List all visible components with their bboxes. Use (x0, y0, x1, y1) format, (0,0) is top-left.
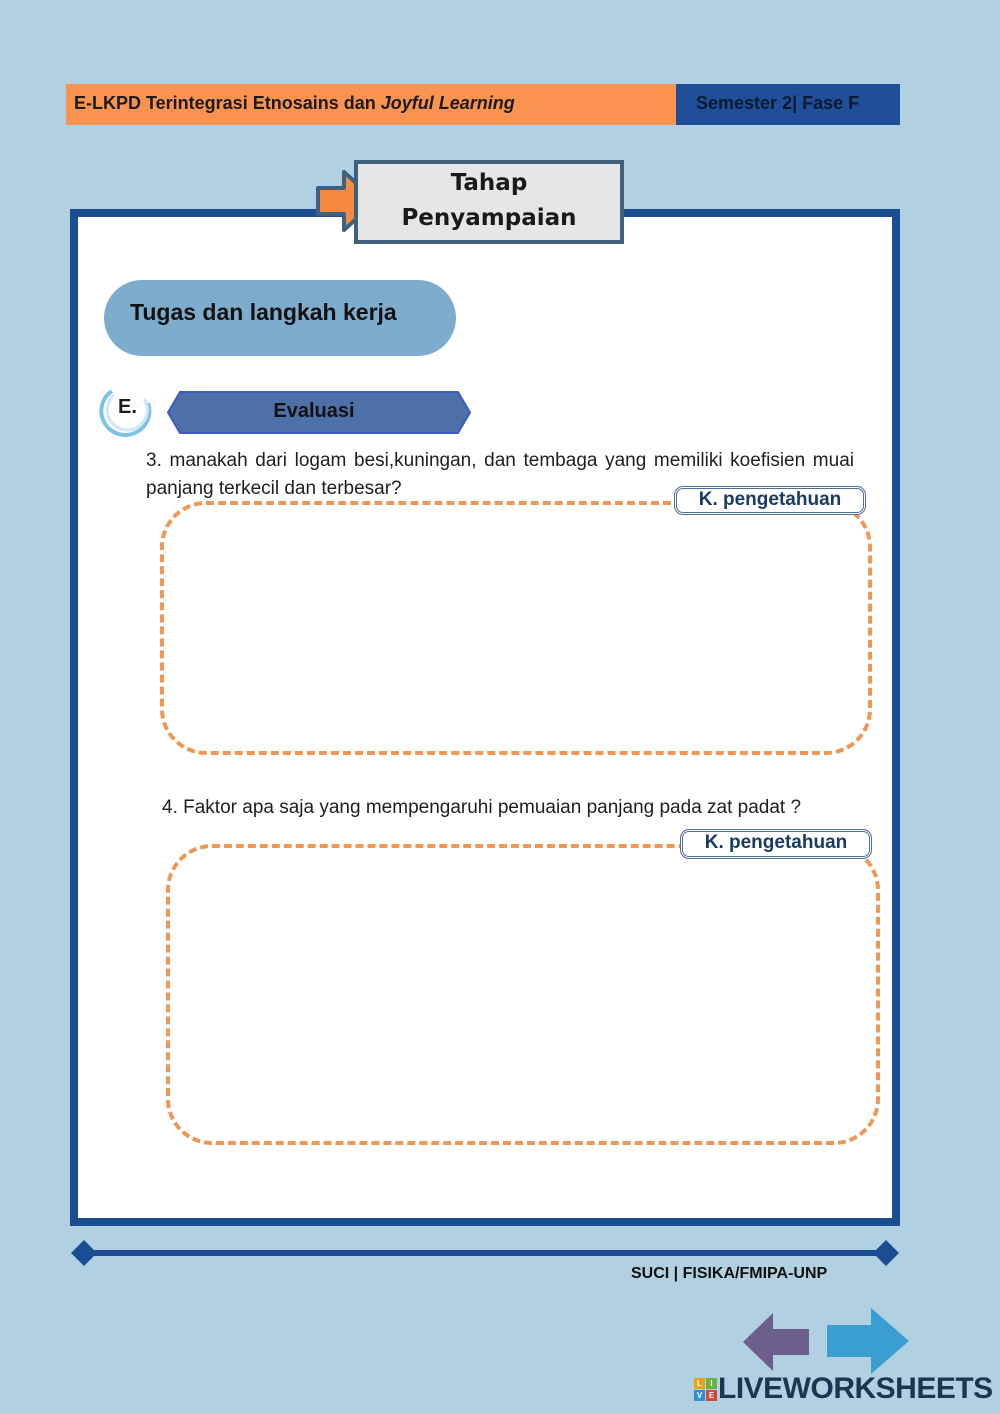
footer-credit: SUCI | FISIKA/FMIPA-UNP (631, 1265, 828, 1282)
knowledge-tag-3: K. pengetahuan (674, 486, 866, 515)
answer-4-input[interactable] (166, 844, 880, 1145)
liveworksheets-brand: LIVEWORKSHEETS (718, 1372, 993, 1405)
section-title: Tugas dan langkah kerja (130, 299, 397, 325)
header-title-bar (66, 84, 676, 125)
evaluation-label: Evaluasi (273, 400, 355, 422)
header-title: E-LKPD Terintegrasi Etnosains dan Joyful Learning (74, 93, 515, 113)
stage-title-line2: Penyampaian (401, 205, 577, 231)
next-page-arrow-icon[interactable] (827, 1308, 909, 1374)
header-semester: Semester 2| Fase F (696, 93, 860, 113)
question-4-text: 4. Faktor apa saja yang mempengaruhi pemuaian panjang pada zat padat ? (162, 797, 802, 818)
section-letter: E. (118, 396, 137, 418)
knowledge-tag-4: K. pengetahuan (680, 829, 872, 859)
header-semester-bar (676, 84, 900, 125)
section-title-pill (104, 280, 456, 356)
stage-title-box (354, 160, 624, 244)
stage-title-line1: Tahap (450, 170, 528, 196)
answer-3-input[interactable] (160, 501, 872, 755)
liveworksheets-logo-icon: L I V E (694, 1378, 716, 1400)
previous-page-arrow-icon[interactable] (743, 1313, 809, 1371)
question-3-text: 3. manakah dari logam besi,kuningan, dan tembaga yang memiliki koefisien muai panjang terkecil dan terbesar? (146, 450, 854, 499)
